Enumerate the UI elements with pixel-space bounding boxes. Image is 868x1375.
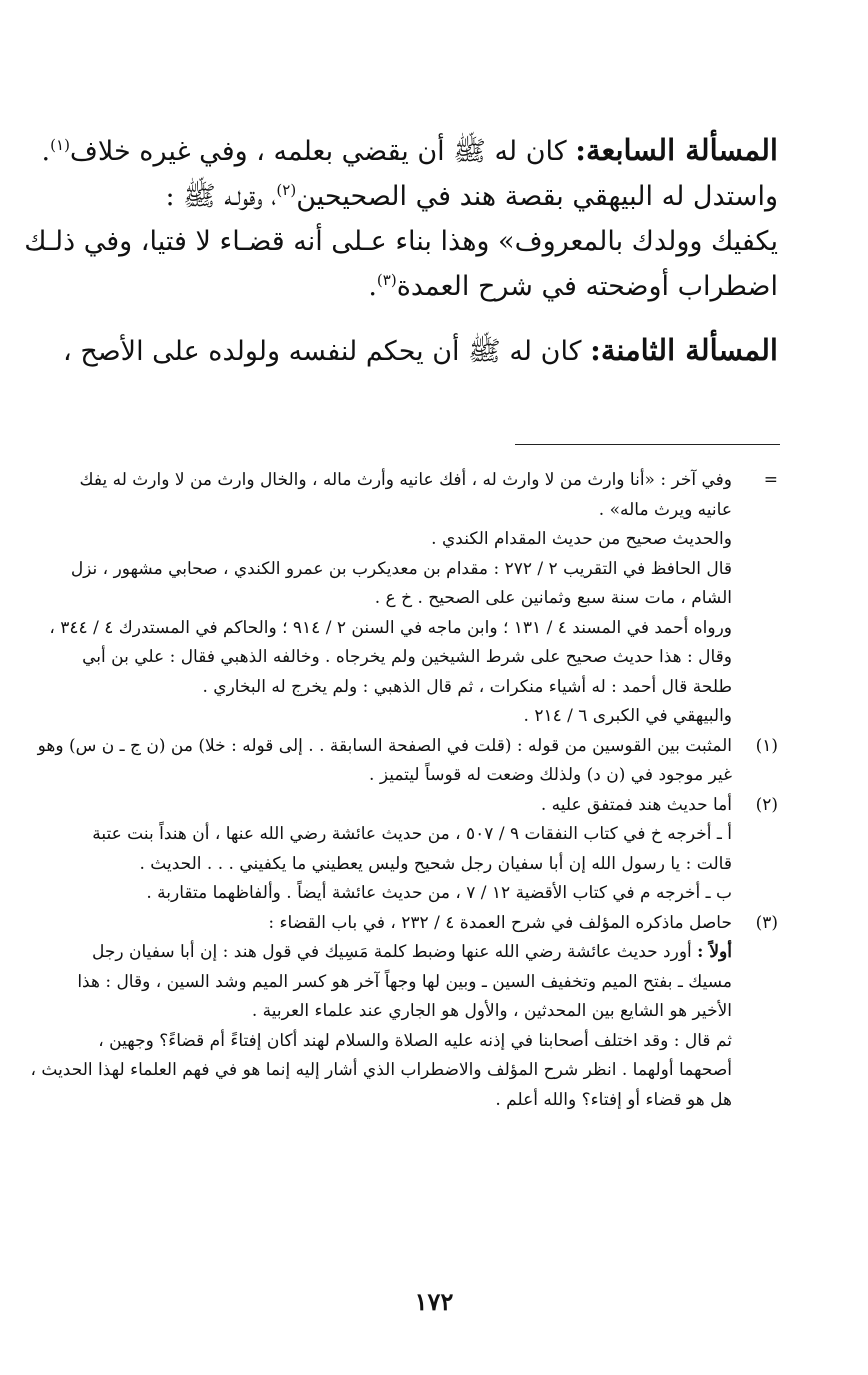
footnote-text: وفي آخر : «أنا وارث من لا وارث له ، أفك عانيه وأرث ماله ، والخال وارث من لا وارث له يفك [79, 470, 732, 490]
issue-seven-line-4 [70, 264, 778, 309]
footnote-ref-1: (١) [50, 136, 70, 154]
punct: . [368, 271, 377, 302]
issue-seven-text-2b: ، وقولـه ﷺ : [165, 181, 277, 212]
footnote-text: ب ـ أخرجه م في كتاب الأقضية ١٢ / ٧ ، من حديث عائشة أيضاً . وألفاظهما متقاربة . [146, 883, 732, 903]
footnote-cont-line [49, 614, 778, 644]
footnote-text: الأخير هو الشايع بين المحدثين ، والأول هو الجاري عند علماء العربية . [251, 1001, 732, 1021]
footnote-text: عانيه ويرث ماله» . [598, 499, 732, 520]
footnote-cont-line [78, 584, 778, 614]
footnote-text: غير موجود في (ن د) ولذلك وضعت له قوساً ليتميز . [369, 765, 732, 785]
footnote-text: الشام ، مات سنة سبع وثمانين على الصحيح . خ ع . [374, 588, 732, 608]
footnote-2-line [78, 850, 778, 880]
footnote-text: المثبت بين القوسين من قوله : (قلت في الصفحة السابقة . . إلى قوله : خلا) من (ن ج ـ ن س) وهو [37, 735, 732, 756]
issue-eight-line [63, 328, 778, 374]
issue-seven-line-3 [24, 219, 778, 264]
footnote-2-line [78, 791, 778, 821]
footnote-cont-line [78, 466, 778, 496]
footnote-text: مسيك ـ بفتح الميم وتخفيف السين ـ وبين لها وجهاً آخر هو كسر الميم وشد السين ، وقال : هذا [77, 971, 732, 992]
footnote-text: طلحة قال أحمد : له أشياء منكرات ، ثم قال الذهبي : ولم يخرج له البخاري . [202, 676, 732, 697]
footnote-3-line [78, 1086, 778, 1116]
footnote-cont-line [78, 643, 778, 673]
continuation-mark: = [763, 470, 778, 490]
issue-eight [63, 328, 778, 374]
footnote-1-line [78, 761, 778, 791]
issue-seven-heading: المسألة السابعة: [575, 133, 778, 167]
issue-seven [24, 128, 778, 309]
footnote-ref-2: (٢) [276, 181, 297, 199]
issue-eight-text: كان له ﷺ أن يحكم لنفسه ولولده على الأصح ، [63, 336, 582, 367]
footnote-text: والحديث صحيح من حديث المقدام الكندي . [431, 529, 732, 549]
footnote-cont-line [78, 673, 778, 703]
first-point-label: أولاً : [697, 942, 732, 962]
footnote-3-line [78, 997, 778, 1027]
footnote-3-line [78, 938, 778, 968]
issue-eight-block [63, 328, 778, 374]
footnote-3-line [30, 1056, 778, 1086]
footnotes [30, 466, 778, 1115]
footnote-text: والبيهقي في الكبرى ٦ / ٢١٤ . [523, 706, 732, 726]
issue-seven-text-3: يكفيك وولدك بالمعروف» وهذا بناء عـلى أنه قضـاء لا فتيا، وفي ذلـك [24, 226, 778, 257]
footnote-text: أصحهما أولهما . انظر شرح المؤلف والاضطراب الذي أشار إليه إنما هو في فهم العلماء لهذا الحديث ، [30, 1060, 732, 1080]
footnote-3-line [78, 1027, 778, 1057]
issue-seven-text-4: اضطراب أوضحته في شرح العمدة [396, 271, 778, 302]
issue-seven-line-2 [70, 174, 778, 219]
footnote-cont-line [78, 496, 778, 526]
footnote-cont-line [78, 702, 778, 732]
footnote-cont-line [70, 555, 778, 585]
issue-eight-heading: المسألة الثامنة: [590, 333, 778, 367]
punct: . [41, 136, 51, 167]
footnote-2-line [78, 820, 778, 850]
footnote-text: حاصل ماذكره المؤلف في شرح العمدة ٤ / ٢٣٢ ، في باب القضاء : [268, 912, 732, 933]
footnote-text: وقال : هذا حديث صحيح على شرط الشيخين ولم يخرجاه . وخالفه الذهبي فقال : علي بن أبي [82, 647, 732, 667]
footnote-text: ورواه أحمد في المسند ٤ / ١٣١ ؛ وابن ماجه في السنن ٢ / ٩١٤ ؛ والحاكم في المستدرك ٤ / ٣٤٤ ، [49, 617, 732, 638]
footnote-text: أورد حديث عائشة رضي الله عنها وضبط كلمة مَسِيك في قول هند : إن أبا سفيان رجل [91, 942, 692, 962]
footnote-3-line [78, 909, 778, 939]
footnote-ref-3: (٣) [376, 271, 397, 289]
page-number: ١٧٢ [414, 1287, 454, 1316]
issue-seven-text-2: واستدل له البيهقي بقصة هند في الصحيحين [296, 181, 778, 212]
footnote-separator [515, 444, 780, 445]
footnote-text: أ ـ أخرجه خ في كتاب النفقات ٩ / ٥٠٧ ، من حديث عائشة رضي الله عنها ، أن هنداً بنت عتبة [92, 824, 732, 844]
main-text [24, 128, 778, 309]
footnote-text: قالت : يا رسول الله إن أبا سفيان رجل شحيح وليس يعطيني ما يكفيني . . . الحديث . [139, 853, 732, 874]
footnote-text: قال الحافظ في التقريب ٢ / ٢٧٢ : مقدام بن معديكرب بن عمرو الكندي ، صحابي مشهور ، نزل [70, 558, 732, 579]
footnote-1-number: (١) [755, 735, 778, 756]
footnote-text: ثم قال : وقد اختلف أصحابنا في إذنه عليه الصلاة والسلام لهند أكان إفتاءً أم قضاءً؟ وجهين ، [98, 1030, 732, 1051]
issue-seven-line-1 [41, 128, 778, 174]
footnote-3-line [78, 968, 778, 998]
footnote-text: هل هو قضاء أو إفتاء؟ والله أعلم . [495, 1089, 732, 1110]
footnote-2-number: (٢) [755, 794, 778, 815]
footnote-3-number: (٣) [755, 912, 778, 933]
footnote-cont-line [78, 525, 778, 555]
footnote-2-line [78, 879, 778, 909]
issue-seven-text: كان له ﷺ أن يقضي بعلمه ، وفي غيره خلاف [69, 136, 567, 167]
footnote-text: أما حديث هند فمتفق عليه . [540, 794, 732, 815]
footnote-1-line [37, 732, 778, 762]
